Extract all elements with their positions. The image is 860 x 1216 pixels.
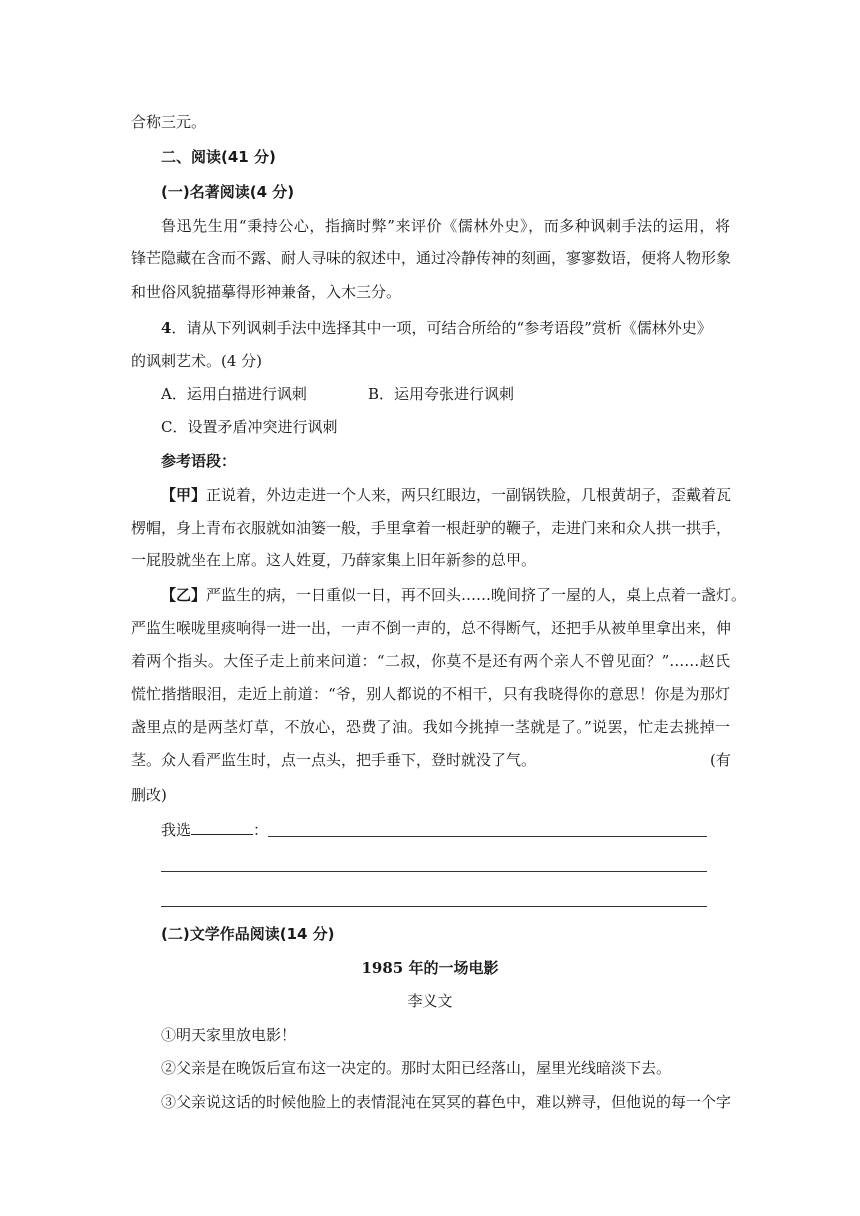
passage-note: 删改) xyxy=(131,786,167,804)
option-a: A．运用白描进行讽刺 xyxy=(161,385,307,403)
passage-jia-line: 一屁股就坐在上席。这人姓夏，乃薛家集上旧年新参的总甲。 xyxy=(131,551,537,569)
passage-yi-line: 慌忙揩揩眼泪，走近上前道：“爷，别人都说的不相干，只有我晓得你的意思！你是为那灯 xyxy=(131,685,730,703)
passage-tag-yi: 【乙】 xyxy=(161,586,207,604)
passage-text: 正说着，外边走进一个人来，两只红眼边，一副锅铁脸，几根黄胡子，歪戴着瓦 xyxy=(206,486,732,504)
story-title: 1985 年的一场电影 xyxy=(361,959,499,977)
passage-yi-line: 盏里点的是两茎灯草，不放心，恐费了油。我如今挑掉一茎就是了。”说罢，忙走去挑掉一 xyxy=(131,718,730,736)
answer-label: 我选 xyxy=(161,821,192,839)
section-heading-reading: 二、阅读(41 分) xyxy=(161,148,276,166)
question-text: ．请从下列讽刺手法中选择其中一项，可结合所给的“参考语段”赏析《儒林外史》 xyxy=(171,319,712,337)
paragraph-line: 鲁迅先生用“秉持公心，指摘时弊”来评价《儒林外史》，而多种讽刺手法的运用，将 xyxy=(161,217,730,235)
passage-jia-line: 楞帽，身上青布衣服就如油篓一般，手里拿着一根赶驴的鞭子，走进门来和众人拱一拱手， xyxy=(131,519,732,537)
passage-yi-line: 茎。众人看严监生时，点一点头，把手垂下，登时就没了气。 xyxy=(131,751,537,769)
text-line: 合称三元。 xyxy=(131,113,207,131)
passage-yi-line: 着两个指头。大侄子走上前来问道：“二叔，你莫不是还有两个亲人不曾见面？”……赵氏 xyxy=(131,652,730,670)
subsection-heading-classics: (一)名著阅读(4 分) xyxy=(161,183,295,201)
question-number: 4 xyxy=(161,319,172,337)
story-paragraph: ③父亲说这话的时候他脸上的表情混沌在冥冥的暮色中，难以辨寻，但他说的每一个字 xyxy=(161,1093,732,1111)
answer-line xyxy=(161,820,268,840)
option-b: B．运用夸张进行讽刺 xyxy=(368,385,515,403)
passage-yi-line xyxy=(161,585,747,605)
passage-jia-line xyxy=(161,485,730,505)
paragraph-line: 锋芒隐藏在含而不露、耐人寻味的叙述中，通过冷静传神的刻画，寥寥数语，便将人物形象 xyxy=(131,249,732,267)
question-4-line: 的讽刺艺术。(4 分) xyxy=(131,352,263,370)
answer-rule[interactable] xyxy=(161,871,707,872)
passage-yi-line: 严监生喉咙里痰响得一进一出，一声不倒一声的，总不得断气，还把手从被单里拿出来，伸 xyxy=(131,619,732,637)
story-author: 李义文 xyxy=(407,992,453,1010)
story-paragraph: ①明天家里放电影！ xyxy=(161,1026,297,1044)
passage-text: 严监生的病，一日重似一日，再不回头……晚间挤了一屋的人，桌上点着一盏灯。 xyxy=(206,586,747,604)
paragraph-line: 和世俗风貌描摹得形神兼备，入木三分。 xyxy=(131,283,402,301)
answer-rule[interactable] xyxy=(161,906,707,907)
passage-note: (有 xyxy=(710,751,731,769)
answer-rule[interactable] xyxy=(268,836,707,837)
answer-colon: ： xyxy=(253,821,269,839)
story-paragraph: ②父亲是在晚饭后宣布这一决定的。那时太阳已经落山，屋里光线暗淡下去。 xyxy=(161,1059,672,1077)
subsection-heading-literature: (二)文学作品阅读(14 分) xyxy=(161,925,335,943)
question-4-line xyxy=(161,318,730,338)
passage-tag-jia: 【甲】 xyxy=(161,486,207,504)
choice-blank[interactable] xyxy=(191,820,253,835)
option-c: C．设置矛盾冲突进行讽刺 xyxy=(161,418,338,436)
reference-heading: 参考语段： xyxy=(161,452,237,470)
